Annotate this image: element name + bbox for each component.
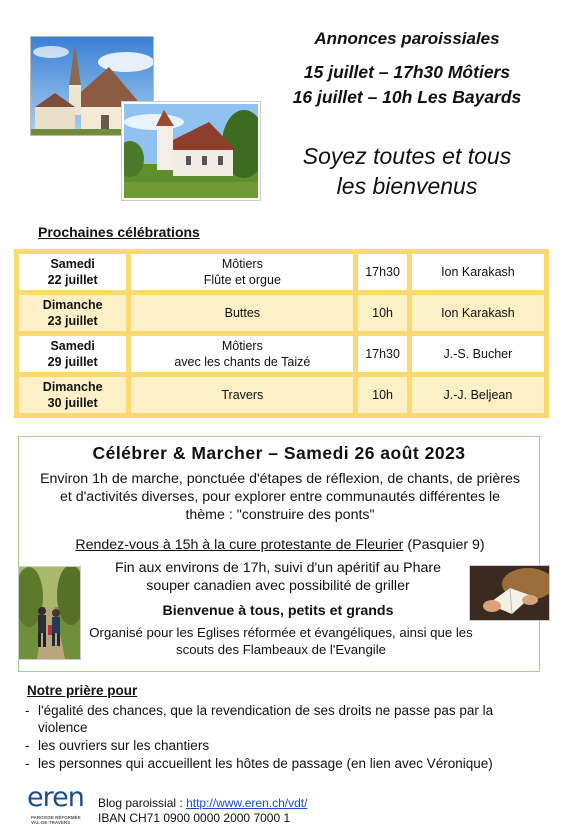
table-row: [19, 336, 544, 372]
celebrations-table: [14, 249, 549, 418]
service-date-2: 16 juillet – 10h Les Bayards: [292, 87, 522, 107]
day-cell: [19, 295, 126, 331]
rendezvous-text: Rendez-vous à 15h à la cure protestante de Fleurier: [75, 537, 404, 553]
table-row: [19, 377, 544, 413]
logo-subtitle: PAROISSE RÉFORMÉE VAL-DE-TRAVERS: [31, 815, 81, 825]
day-cell: [19, 336, 126, 372]
logo-wordmark: eren: [27, 782, 84, 813]
officiant-cell: Ion Karakash: [412, 254, 544, 290]
detail-label: Flûte et orgue: [203, 273, 281, 287]
prayer-heading: Notre prière pour: [27, 683, 138, 698]
walkers-photo: [18, 566, 81, 660]
day-label: Samedi: [50, 257, 95, 271]
day-cell: [19, 377, 126, 413]
list-item: - les personnes qui accueillent les hôtes de passage (en lien avec Véronique): [25, 755, 535, 772]
welcome-line-2: les bienvenus: [336, 173, 478, 199]
officiant-cell: Ion Karakash: [412, 295, 544, 331]
date-label: 22 juillet: [47, 273, 98, 287]
day-label: Dimanche: [42, 380, 103, 394]
celebrations-heading: Prochaines célébrations: [38, 224, 200, 240]
date-label: 30 juillet: [47, 396, 98, 410]
time-cell: 10h: [358, 295, 407, 331]
table-row: [19, 254, 544, 290]
day-label: Samedi: [50, 339, 95, 353]
walk-description: Environ 1h de marche, ponctuée d'étapes de réflexion, de chants, de prières et d'activités diverses, pour explorer entre communautés différentes le thème : "construire des ponts": [40, 471, 520, 523]
list-item: - les ouvriers sur les chantiers: [25, 737, 535, 754]
date-label: 29 juillet: [47, 355, 98, 369]
date-label: 23 juillet: [47, 314, 98, 328]
service-date-1: 15 juillet – 17h30 Môtiers: [303, 62, 511, 82]
place-label: Môtiers: [221, 339, 263, 353]
walk-welcome: Bienvenue à tous, petits et grands: [162, 603, 394, 619]
table-row: [19, 295, 544, 331]
time-cell: 10h: [358, 377, 407, 413]
blog-link[interactable]: http://www.eren.ch/vdt/: [186, 796, 308, 810]
detail-label: avec les chants de Taizé: [174, 355, 311, 369]
place-cell: [131, 336, 353, 372]
announcements-title: Annonces paroissiales: [314, 29, 500, 48]
walk-end: Fin aux environs de 17h, suivi d'un apéritif au Phare souper canadien avec possibilité de griller: [114, 560, 442, 594]
eren-logo: [27, 782, 93, 826]
time-cell: 17h30: [358, 254, 407, 290]
day-label: Dimanche: [42, 298, 103, 312]
time-cell: 17h30: [358, 336, 407, 372]
blog-line: [98, 796, 307, 810]
iban-line: IBAN CH71 0900 0000 2000 7000 1: [98, 811, 291, 825]
place-cell: Buttes: [131, 295, 353, 331]
walk-rendezvous: [40, 536, 520, 554]
blog-label: Blog paroissial :: [98, 796, 183, 810]
officiant-cell: J.-J. Beljean: [412, 377, 544, 413]
place-cell: Travers: [131, 377, 353, 413]
place-cell: [131, 254, 353, 290]
walk-event-title: Célébrer & Marcher – Samedi 26 août 2023: [92, 443, 466, 463]
welcome-line-1: Soyez toutes et tous: [302, 143, 512, 169]
prayer-list: [25, 702, 535, 773]
day-cell: [19, 254, 126, 290]
church-photo-bayards: [122, 102, 260, 200]
bible-reading-photo: [469, 565, 550, 621]
place-label: Môtiers: [221, 257, 263, 271]
walk-organizers: Organisé pour les Eglises réformée et évangéliques, ainsi que les scouts des Flambeaux de l'Evangile: [89, 625, 473, 657]
officiant-cell: J.-S. Bucher: [412, 336, 544, 372]
rendezvous-note: (Pasquier 9): [407, 537, 485, 553]
list-item: - l'égalité des chances, que la revendication de ses droits ne passe pas par la violence: [25, 702, 535, 736]
